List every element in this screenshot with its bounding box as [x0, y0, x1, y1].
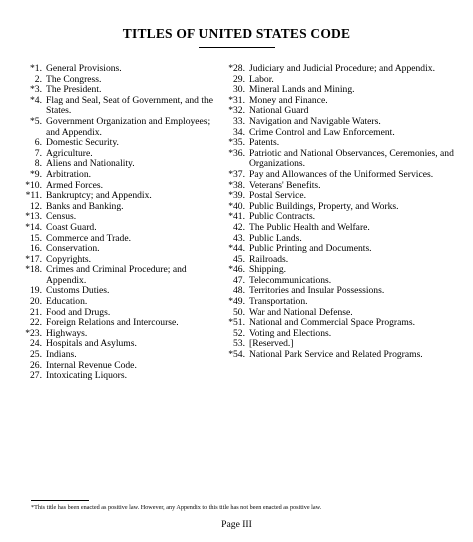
title-name: Indians. [46, 349, 77, 361]
title-number: 20. [30, 296, 42, 308]
title-number: 7. [34, 147, 42, 159]
title-number: *38. [228, 179, 245, 191]
title-number: *46. [228, 264, 245, 276]
title-number: 25. [30, 349, 42, 361]
title-entry [223, 170, 463, 181]
title-entry [20, 223, 225, 234]
title-name: National Guard [249, 105, 309, 117]
title-name: Shipping. [249, 264, 287, 276]
title-number: *36. [228, 147, 245, 159]
title-name: Customs Duties. [46, 285, 110, 297]
title-number: *31. [228, 94, 245, 106]
title-number: 19. [30, 285, 42, 297]
title-number: 45. [233, 253, 245, 265]
title-number: 42. [233, 221, 245, 233]
title-name: Agriculture. [46, 147, 93, 159]
title-name: Education. [46, 296, 88, 308]
title-number: *32. [228, 105, 245, 117]
title-number: 2. [34, 73, 42, 85]
title-name: The President. [46, 84, 102, 96]
title-name: Banks and Banking. [46, 200, 124, 212]
footnote-rule [31, 500, 89, 501]
title-name: National and Commercial Space Programs. [249, 317, 415, 329]
title-name: Money and Finance. [249, 94, 328, 106]
title-name: Pay and Allowances of the Uniformed Services. [249, 168, 434, 180]
title-name: Copyrights. [46, 253, 92, 265]
title-number: 30. [233, 84, 245, 96]
title-number: 15. [30, 232, 42, 244]
title-name: Mineral Lands and Mining. [249, 84, 355, 96]
title-name: Voting and Elections. [249, 327, 332, 339]
title-number: 34. [233, 126, 245, 138]
title-entry [20, 64, 225, 75]
title-name: Crimes and Criminal Procedure; and Appendix. [46, 264, 187, 286]
title-number: *39. [228, 190, 245, 202]
title-name: Flag and Seal, Seat of Government, and the States. [46, 94, 214, 117]
title-number: *44. [228, 243, 245, 255]
title-number: *23. [25, 327, 42, 339]
title-number: 52. [233, 327, 245, 339]
title-number: *13. [25, 211, 42, 223]
title-name: Patents. [249, 137, 280, 149]
title-name: The Congress. [46, 73, 102, 85]
title-entry [223, 117, 463, 128]
title-number: 12. [30, 200, 42, 212]
title-name: [Reserved.] [249, 338, 294, 350]
title-name: Judiciary and Judicial Procedure; and Appendix. [249, 63, 435, 74]
title-name: Public Lands. [249, 232, 302, 244]
title-name: Territories and Insular Possessions. [249, 285, 385, 297]
title-number: 53. [233, 338, 245, 350]
title-name: Patriotic and National Observances, Ceremonies, and Organizations. [249, 147, 454, 170]
title-number: 26. [30, 359, 42, 371]
titles-column-right [223, 64, 463, 361]
title-number: 33. [233, 115, 245, 127]
title-name: Aliens and Nationality. [46, 158, 135, 170]
title-number: *37. [228, 168, 245, 180]
title-name: Public Printing and Documents. [249, 243, 372, 255]
title-number: *18. [25, 264, 42, 276]
title-number: 6. [34, 137, 42, 149]
title-number: *35. [228, 137, 245, 149]
title-number: *17. [25, 253, 42, 265]
title-number: 43. [233, 232, 245, 244]
title-name: The Public Health and Welfare. [249, 221, 370, 233]
title-name: Public Buildings, Property, and Works. [249, 200, 399, 212]
title-name: Railroads. [249, 253, 289, 265]
title-name: Transportation. [249, 296, 308, 308]
title-number: *11. [25, 190, 42, 202]
title-number: *9. [30, 168, 42, 180]
title-number: *4. [30, 94, 42, 106]
title-name: General Provisions. [46, 63, 122, 74]
title-entry [223, 149, 463, 170]
title-number: 47. [233, 274, 245, 286]
title-name: Food and Drugs. [46, 306, 111, 318]
title-name: Commerce and Trade. [46, 232, 131, 244]
title-name: Government Organization and Employees; and Appendix. [46, 115, 211, 138]
title-entry [223, 350, 463, 361]
title-number: *28. [228, 63, 245, 74]
title-name: War and National Defense. [249, 306, 353, 318]
title-underline [199, 47, 275, 48]
title-name: Conservation. [46, 243, 100, 255]
title-number: *54. [228, 349, 245, 361]
title-number: 50. [233, 306, 245, 318]
title-name: Public Contracts. [249, 211, 316, 223]
title-name: Foreign Relations and Intercourse. [46, 317, 179, 329]
title-number: *10. [25, 179, 42, 191]
title-name: Highways. [46, 327, 88, 339]
title-entry [20, 265, 225, 286]
title-entry [223, 64, 463, 75]
title-name: Postal Service. [249, 190, 307, 202]
title-entry [20, 96, 225, 117]
title-entry [223, 223, 463, 234]
title-name: Intoxicating Liquors. [46, 370, 127, 382]
title-number: 48. [233, 285, 245, 297]
footnote-text: *This title has been enacted as positive law. However, any Appendix to this title has not been enacted as positive law. [31, 504, 322, 511]
page-title: TITLES OF UNITED STATES CODE [122, 26, 351, 41]
title-name: Bankruptcy; and Appendix. [46, 190, 152, 202]
title-number: 27. [30, 370, 42, 382]
title-number: *49. [228, 296, 245, 308]
title-number: 8. [34, 158, 42, 170]
title-name: Veterans' Benefits. [249, 179, 321, 191]
title-name: Navigation and Navigable Waters. [249, 115, 381, 127]
title-number: *3. [30, 84, 42, 96]
title-number: 16. [30, 243, 42, 255]
title-name: Coast Guard. [46, 221, 97, 233]
title-name: Domestic Security. [46, 137, 119, 149]
title-number: *51. [228, 317, 245, 329]
title-entry [20, 371, 225, 382]
title-name: Internal Revenue Code. [46, 359, 137, 371]
title-number: 29. [233, 73, 245, 85]
title-name: Arbitration. [46, 168, 92, 180]
title-number: *41. [228, 211, 245, 223]
title-name: Telecommunications. [249, 274, 332, 286]
title-number: *1. [30, 63, 42, 74]
title-number: 22. [30, 317, 42, 329]
title-name: Crime Control and Law Enforcement. [249, 126, 395, 138]
title-entry [20, 117, 225, 138]
page-number: Page III [221, 519, 252, 530]
title-number: *40. [228, 200, 245, 212]
title-entry [20, 170, 225, 181]
title-name: Labor. [249, 73, 274, 85]
title-name: Census. [46, 211, 77, 223]
title-number: *5. [30, 115, 42, 127]
titles-column-left [20, 64, 225, 382]
title-number: *14. [25, 221, 42, 233]
title-number: 24. [30, 338, 42, 350]
title-name: Hospitals and Asylums. [46, 338, 137, 350]
title-name: National Park Service and Related Programs. [249, 349, 423, 361]
title-number: 21. [30, 306, 42, 318]
title-name: Armed Forces. [46, 179, 104, 191]
